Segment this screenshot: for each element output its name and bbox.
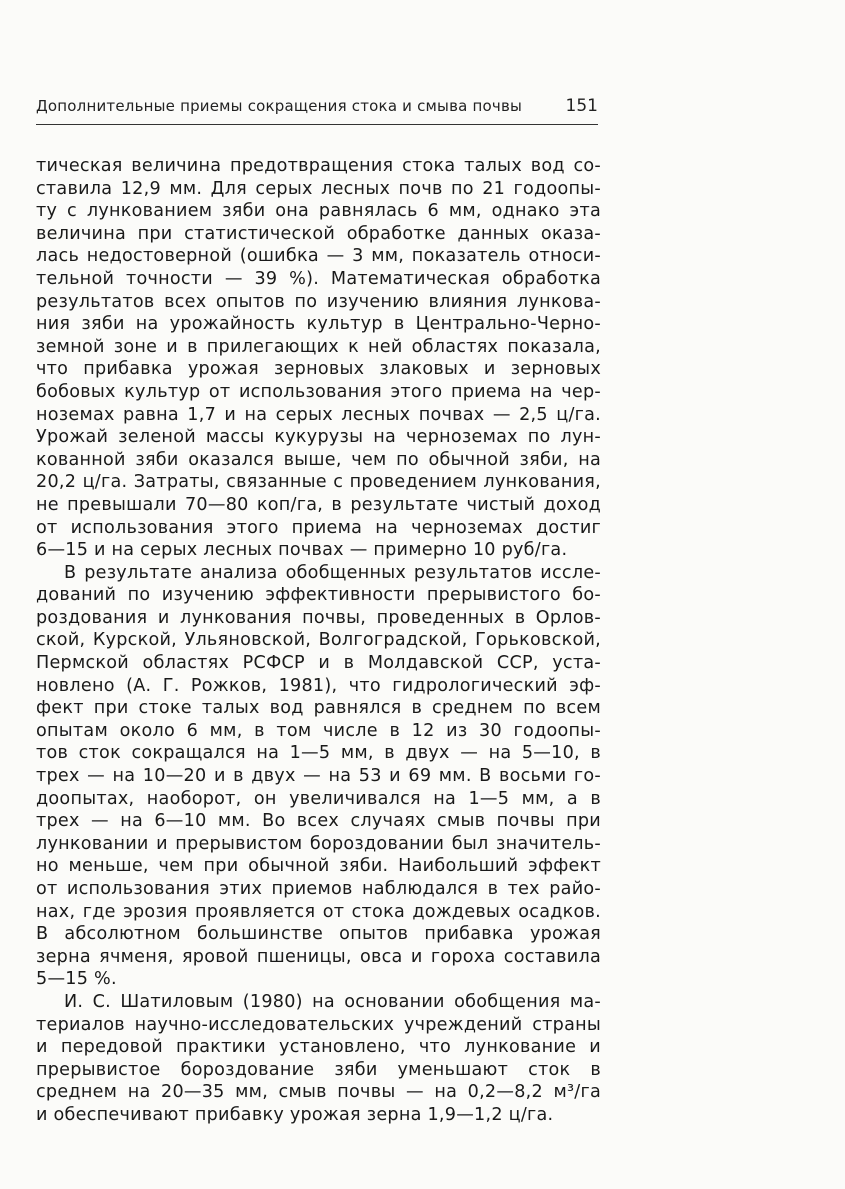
- text-line: Пермской областях РСФСР и в Молдавской ССР, уста-: [36, 653, 601, 674]
- text-line: нах, где эрозия проявляется от стока дождевых осадков.: [36, 901, 601, 922]
- text-line: В абсолютном большинстве опытов прибавка урожая: [36, 924, 601, 945]
- text-line: ния зяби на урожайность культур в Центрально-Черно-: [36, 314, 601, 335]
- text-line: от использования этих приемов наблюдался в тех райо-: [36, 879, 601, 899]
- text-line: ской, Курской, Ульяновской, Волгоградской, Горьковской,: [36, 630, 601, 651]
- text-line: что прибавка урожая зерновых злаковых и зерновых: [36, 359, 601, 380]
- running-header-title: Дополнительные приемы сокращения стока и смыва почвы: [36, 97, 523, 115]
- text-line: тов сток сокращался на 1—5 мм, в двух — на 5—10, в: [36, 743, 601, 764]
- text-line: ноземах равна 1,7 и на серых лесных почвах — 2,5 ц/га.: [36, 404, 601, 425]
- text-line: трех — на 6—10 мм. Во всех случаях смыв почвы при: [36, 811, 601, 832]
- text-line: результатов всех опытов по изучению влияния лункова-: [36, 291, 601, 312]
- text-line: тельной точности — 39 %). Математическая обработка: [36, 268, 601, 289]
- text-line: фект при стоке талых вод равнялся в среднем по всем: [36, 698, 601, 719]
- text-line: прерывистое бороздование зяби уменьшают сток в: [36, 1059, 601, 1080]
- text-line: лунковании и прерывистом бороздовании был значитель-: [36, 833, 601, 854]
- text-line: роздования и лункования почвы, проведенных в Орлов-: [36, 607, 601, 628]
- text-line: ставила 12,9 мм. Для серых лесных почв по 21 годоопы-: [36, 178, 601, 199]
- paragraph: [36, 562, 601, 991]
- text-line: бобовых культур от использования этого приема на чер-: [36, 381, 601, 402]
- text-line: Урожай зеленой массы кукурузы на черноземах по лун-: [36, 427, 601, 448]
- text-line: И. С. Шатиловым (1980) на основании обобщения ма-: [64, 991, 601, 1012]
- text-line: 5—15 %.: [36, 969, 117, 990]
- paragraph: [36, 155, 601, 562]
- text-line: трех — на 10—20 и в двух — на 53 и 69 мм. В восьми го-: [36, 766, 601, 787]
- text-line: тическая величина предотвращения стока талых вод со-: [36, 156, 601, 176]
- text-line: лась недостоверной (ошибка — 3 мм, показатель относи-: [36, 246, 601, 267]
- text-line: В результате анализа обобщенных результатов иссле-: [64, 562, 601, 583]
- text-line: опытам около 6 мм, в том числе в 12 из 30 годоопы-: [36, 720, 601, 741]
- text-line: от использования этого приема на черноземах достиг: [36, 517, 601, 538]
- running-header: [36, 95, 598, 117]
- header-rule: [36, 124, 598, 125]
- text-line: доопытах, наоборот, он увеличивался на 1—5 мм, а в: [36, 788, 601, 809]
- text-line: териалов научно-исследовательских учреждений страны: [36, 1014, 601, 1035]
- text-line: дований по изучению эффективности прерывистого бо-: [36, 585, 601, 606]
- text-line: и обеспечивают прибавку урожая зерна 1,9—1,2 ц/га.: [36, 1104, 554, 1125]
- body-text: [36, 155, 601, 1127]
- text-line: кованной зяби оказался выше, чем по обычной зяби, на: [36, 449, 601, 470]
- text-line: и передовой практики установлено, что лункование и: [36, 1037, 601, 1058]
- page-number: 151: [565, 96, 598, 116]
- text-line: зерна ячменя, яровой пшеницы, овса и гороха составила: [36, 946, 601, 967]
- text-line: 20,2 ц/га. Затраты, связанные с проведением лункования,: [36, 472, 601, 493]
- text-line: среднем на 20—35 мм, смыв почвы — на 0,2—8,2 м³/га: [36, 1082, 601, 1103]
- text-line: но меньше, чем при обычной зяби. Наибольший эффект: [36, 856, 601, 877]
- text-line: ту с лункованием зяби она равнялась 6 мм, однако эта: [36, 201, 601, 222]
- paragraph: [36, 991, 601, 1127]
- text-line: новлено (А. Г. Рожков, 1981), что гидрологический эф-: [36, 675, 601, 696]
- text-line: земной зоне и в прилегающих к ней областях показала,: [36, 336, 601, 357]
- text-line: 6—15 и на серых лесных почвах — примерно 10 руб/га.: [36, 540, 568, 561]
- text-line: величина при статистической обработке данных оказа-: [36, 223, 601, 244]
- text-line: не превышали 70—80 коп/га, в результате чистый доход: [36, 494, 601, 515]
